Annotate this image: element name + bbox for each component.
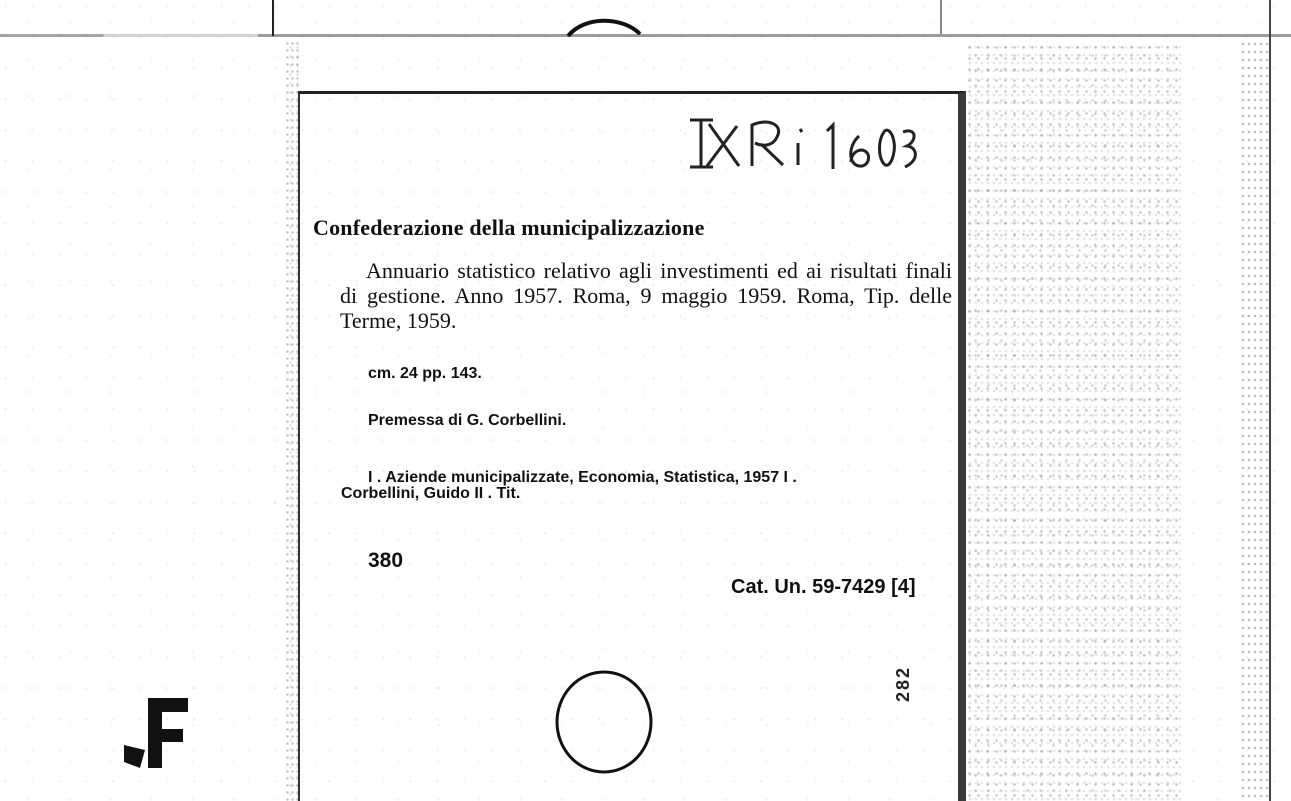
publication-description: Annuario statistico relativo agli investimenti ed ai risultati finali di gestione. Anno 1957. Roma, 9 maggio 1959. Roma, Tip. delle Terme, 1959. [340,258,952,333]
classification-number: 380 [368,549,404,572]
top-left-vertical-line [272,0,274,36]
subject-line-one: I . Aziende municipalizzate, Economia, Statistica, 1957 I . [368,469,797,486]
stamp-letter-mark [116,690,196,775]
top-rule-line [0,34,1291,37]
catalog-reference: Cat. Un. 59-7429 [4] [731,576,916,598]
handwritten-code-mark [685,112,925,182]
card-punch-hole [552,670,656,774]
subject-line-two: Corbellini, Guido II . Tit. [341,485,521,502]
top-punch-hole-arc [564,14,644,38]
format-pages: cm. 24 pp. 143. [368,365,482,382]
subject-headings [341,470,951,502]
top-right-vertical-line [940,0,942,34]
catalog-title: Confederazione della municipalizzazione [313,215,705,240]
right-edge-scan-noise [965,42,1181,801]
premise-author: Premessa di G. Corbellini. [368,412,567,429]
vertical-card-number: 282 [893,665,913,703]
right-side-scan-band [1240,40,1271,801]
